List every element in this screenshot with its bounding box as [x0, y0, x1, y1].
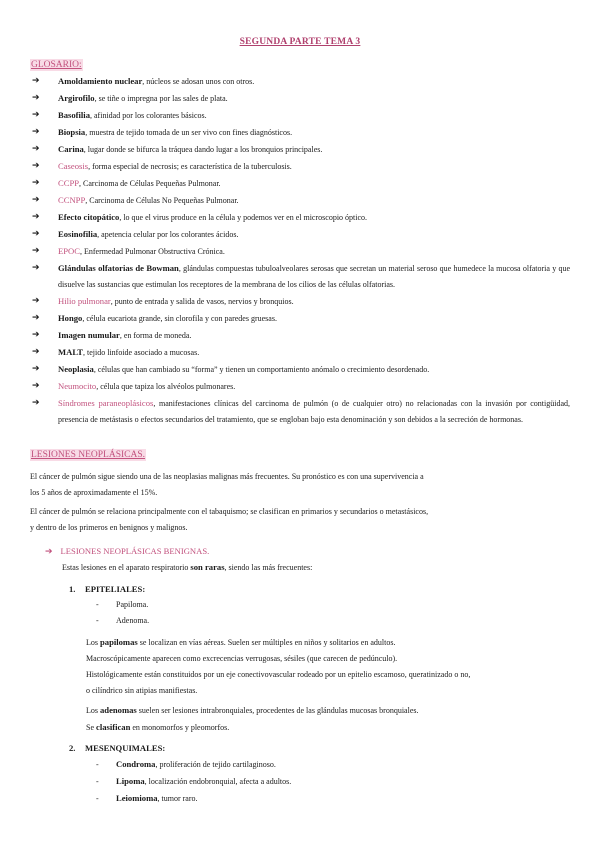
glossary-definition: , tejido linfoide asociado a mucosas.	[83, 348, 200, 357]
glossary-item	[30, 107, 570, 124]
mesenquimales-label: MESENQUIMALES:	[85, 743, 166, 753]
arrow-right-icon: ➔	[32, 195, 40, 205]
list-item-text: Papiloma.	[116, 600, 149, 609]
glossary-list	[30, 73, 570, 428]
paragraph-line: El cáncer de pulmón sigue siendo una de las neoplasias malignas más frecuentes. Su pronóstico es con una supervivencia a	[30, 472, 424, 481]
intro-bold: son raras	[190, 562, 225, 572]
glossary-item	[30, 141, 570, 158]
text: Los	[86, 706, 100, 715]
epiteliales-heading	[69, 582, 145, 596]
glossary-item	[30, 73, 570, 90]
glossary-term: Carina	[58, 144, 84, 154]
benignas-intro	[62, 559, 312, 576]
text: Los	[86, 638, 100, 647]
arrow-right-icon: ➔	[32, 313, 40, 323]
arrow-right-icon: ➔	[32, 161, 40, 171]
glossary-term: Caseosis	[58, 161, 89, 171]
list-item-text: Adenoma.	[116, 616, 150, 625]
glossary-item	[30, 175, 570, 192]
glossary-term: MALT	[58, 347, 83, 357]
bold-term: adenomas	[100, 705, 137, 715]
intro-text-end: , siendo las más frecuentes:	[224, 563, 313, 572]
arrow-right-icon: ➔	[32, 330, 40, 340]
glossary-definition: , manifestaciones clínicas del carcinoma de pulmón (o de cualquier otro) no relacionadas con la invasión por contigüidad, presencia de metástasis o efectos secundarios del tratamiento, que se engloban bajo esta denominación y son debidos a la secreción de hormonas.	[58, 399, 571, 424]
glossary-item	[30, 395, 570, 428]
glossary-item	[30, 327, 570, 344]
list-item-def: , tumor raro.	[157, 794, 198, 803]
list-item-term: Condroma	[116, 759, 156, 769]
list-item-term: Lipoma	[116, 776, 145, 786]
epiteliales-label: EPITELIALES:	[85, 584, 146, 594]
list-number: 2.	[69, 743, 76, 753]
benignas-heading	[45, 544, 209, 559]
bold-term: clasifican	[96, 722, 131, 732]
glossary-item	[30, 344, 570, 361]
glossary-definition: , núcleos se adosan unos con otros.	[142, 77, 255, 86]
list-number: 1.	[69, 584, 76, 594]
glossary-heading: GLOSARIO:	[31, 60, 82, 70]
glossary-definition: , Carcinoma de Células Pequeñas Pulmonar.	[79, 179, 221, 188]
text: se localizan en vías aéreas. Suelen ser múltiples en niños y solitarios en adultos.	[137, 638, 396, 647]
epiteliales-list	[96, 597, 149, 629]
glossary-item	[30, 226, 570, 243]
intro-text: Estas lesiones en el aparato respiratorio	[62, 563, 191, 572]
adenomas-paragraph	[86, 702, 576, 736]
text: suelen ser lesiones intrabronquiales, procedentes de las glándulas mucosas bronquiales.	[136, 706, 419, 715]
arrow-right-icon: ➔	[32, 229, 40, 239]
text: Se	[86, 723, 96, 732]
arrow-right-icon: ➔	[32, 364, 40, 374]
glossary-term: Biopsia	[58, 127, 86, 137]
paragraph-line: El cáncer de pulmón se relaciona principalmente con el tabaquismo; se clasifican en primarios y secundarios o metastásicos,	[30, 507, 429, 516]
neoplasicas-heading: LESIONES NEOPLÁSICAS.	[31, 450, 146, 460]
glossary-term: Eosinofilia	[58, 229, 98, 239]
glossary-definition: , punto de entrada y salida de vasos, nervios y bronquios.	[110, 297, 294, 306]
arrow-right-icon: ➔	[32, 398, 40, 408]
page-title: SEGUNDA PARTE TEMA 3	[239, 37, 361, 47]
dash-icon: -	[96, 777, 99, 786]
glossary-term: Neumocito	[58, 381, 97, 391]
glossary-term: EPOC	[58, 246, 80, 256]
dash-icon: -	[96, 794, 99, 803]
glossary-term: Hongo	[58, 313, 83, 323]
paragraph-line: o cilíndrico sin atipias manifiestas.	[86, 686, 198, 695]
glossary-item	[30, 260, 570, 293]
paragraph-line	[86, 702, 576, 719]
glossary-definition: , forma especial de necrosis; es característica de la tuberculosis.	[88, 162, 292, 171]
glossary-definition: , Enfermedad Pulmonar Obstructiva Crónica.	[79, 247, 225, 256]
glossary-term: Basofilia	[58, 110, 90, 120]
list-item-def: , proliferación de tejido cartilaginoso.	[155, 760, 276, 769]
paragraph-line	[86, 634, 576, 651]
arrow-right-icon: ➔	[32, 263, 40, 273]
glossary-term: CCNPP	[58, 195, 86, 205]
glossary-definition: , muestra de tejido tomada de un ser vivo con fines diagnósticos.	[85, 128, 293, 137]
glossary-definition: , afinidad por los colorantes básicos.	[90, 111, 207, 120]
glossary-definition: , célula que tapiza los alvéolos pulmonares.	[96, 382, 236, 391]
list-item-def: , localización endobronquial, afecta a adultos.	[144, 777, 292, 786]
arrow-right-icon: ➔	[32, 246, 40, 256]
glossary-item	[30, 361, 570, 378]
list-item	[96, 790, 291, 807]
glossary-term: Imagen numular	[58, 330, 120, 340]
mesenquimales-heading	[69, 741, 165, 755]
glossary-term: Argirofilo	[58, 93, 95, 103]
arrow-right-icon: ➔	[32, 347, 40, 357]
arrow-right-icon: ➔	[32, 110, 40, 120]
arrow-right-icon: ➔	[32, 178, 40, 188]
list-item-term: Leiomioma	[116, 793, 158, 803]
benignas-heading-label: LESIONES NEOPLÁSICAS BENIGNAS.	[60, 546, 210, 556]
papilomas-paragraph	[86, 634, 576, 699]
arrow-right-icon: ➔	[45, 547, 53, 557]
arrow-right-icon: ➔	[32, 381, 40, 391]
arrow-right-icon: ➔	[32, 212, 40, 222]
glossary-item	[30, 90, 570, 107]
paragraph-line: los 5 años de aproximadamente el 15%.	[30, 488, 158, 497]
arrow-right-icon: ➔	[32, 127, 40, 137]
list-item	[96, 613, 149, 629]
glossary-definition: , en forma de moneda.	[119, 331, 192, 340]
glossary-item	[30, 158, 570, 175]
list-item	[96, 597, 149, 613]
glossary-item	[30, 310, 570, 327]
glossary-term: Glándulas olfatorias de Bowman	[58, 263, 179, 273]
neoplasicas-paragraph-1	[30, 469, 570, 501]
glossary-item	[30, 243, 570, 260]
glossary-definition: , lugar donde se bifurca la tráquea dando lugar a los bronquios principales.	[83, 145, 323, 154]
arrow-right-icon: ➔	[32, 76, 40, 86]
arrow-right-icon: ➔	[32, 93, 40, 103]
glossary-definition: , glándulas compuestas tubuloalveolares serosas que secretan un material seroso que humedece la mucosa olfatoria y que disuelve las sustancias que estimulan los receptores de la membrana de los cilios de las células olfatorias.	[58, 264, 571, 289]
bold-term: papilomas	[100, 637, 138, 647]
glossary-definition: , Carcinoma de Células No Pequeñas Pulmonar.	[85, 196, 239, 205]
glossary-item	[30, 293, 570, 310]
glossary-term: Efecto citopático	[58, 212, 120, 222]
list-item	[96, 773, 291, 790]
glossary-term: Síndromes paraneoplásicos	[58, 398, 154, 408]
neoplasicas-paragraph-2	[30, 504, 570, 536]
glossary-term: Hilio pulmonar	[58, 296, 111, 306]
glossary-term: Amoldamiento nuclear	[58, 76, 143, 86]
text: en monomorfos y pleomorfos.	[130, 723, 230, 732]
dash-icon: -	[96, 600, 99, 609]
glossary-definition: , lo que el virus produce en la célula y podemos ver en el microscopio óptico.	[119, 213, 368, 222]
list-item	[96, 756, 291, 773]
glossary-term: CCPP	[58, 178, 80, 188]
dash-icon: -	[96, 760, 99, 769]
dash-icon: -	[96, 616, 99, 625]
glossary-definition: , células que han cambiado su “forma” y tienen un comportamiento anómalo o crecimiento desordenado.	[93, 365, 430, 374]
arrow-right-icon: ➔	[32, 144, 40, 154]
glossary-item	[30, 378, 570, 395]
glossary-item	[30, 209, 570, 226]
paragraph-line: y dentro de los primeros en benignos y malignos.	[30, 523, 188, 532]
mesenquimales-list	[96, 756, 291, 807]
glossary-item	[30, 192, 570, 209]
paragraph-line: Histológicamente están constituidos por un eje conectivovascular rodeado por un epitelio escamoso, queratinizado o no,	[86, 670, 471, 679]
paragraph-line	[86, 719, 576, 736]
paragraph-line: Macroscópicamente aparecen como excrecencias verrugosas, sésiles (que carecen de pedúnculo).	[86, 654, 398, 663]
glossary-definition: , apetencia celular por los colorantes ácidos.	[97, 230, 239, 239]
glossary-definition: , se tiñe o impregna por las sales de plata.	[94, 94, 228, 103]
glossary-term: Neoplasia	[58, 364, 94, 374]
glossary-definition: , célula eucariota grande, sin clorofila y con paredes gruesas.	[82, 314, 277, 323]
glossary-item	[30, 124, 570, 141]
arrow-right-icon: ➔	[32, 296, 40, 306]
